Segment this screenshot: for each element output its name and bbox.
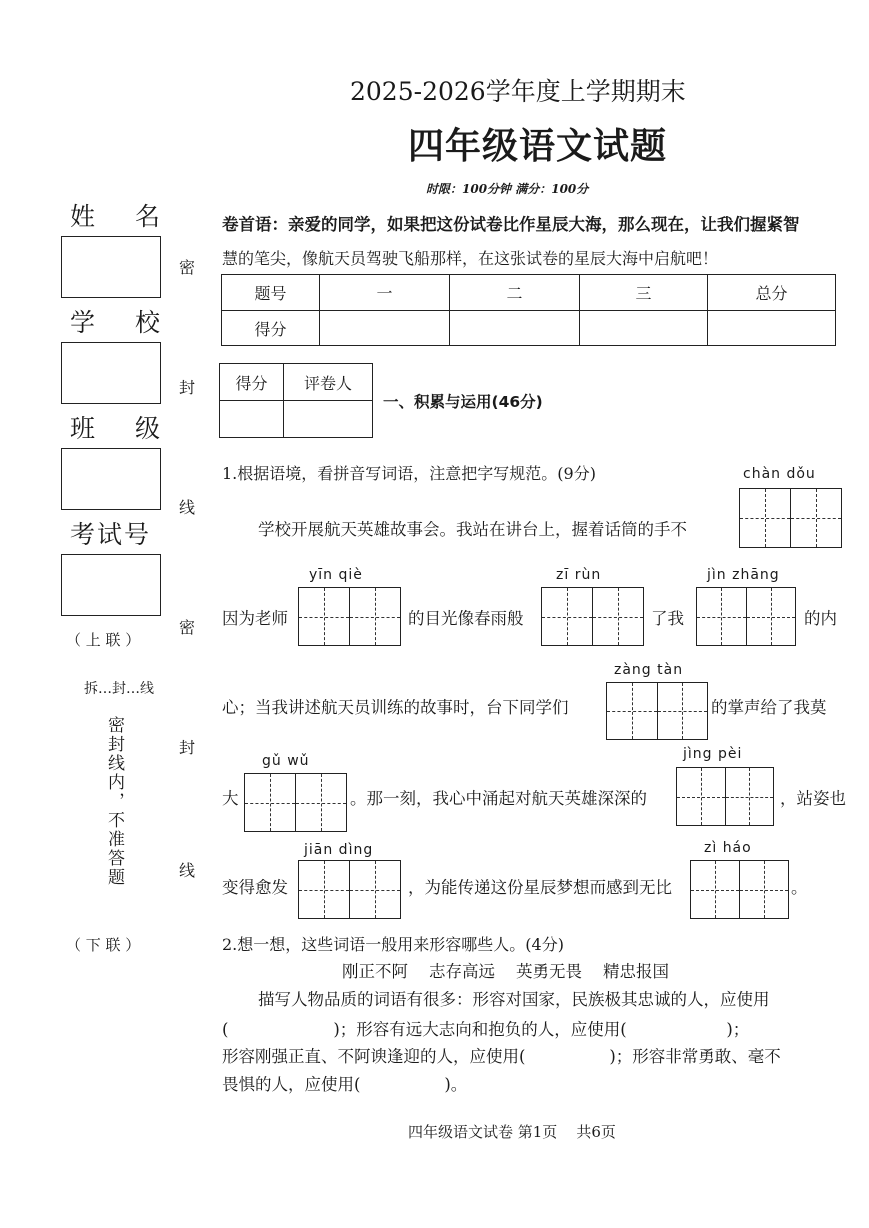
q2-line-3: 形容刚强正直、不阿谀逢迎的人，应使用( )；形容非常勇敢、毫不 [222, 1047, 781, 1066]
name-field[interactable] [61, 236, 161, 298]
answer-grid-zi-run[interactable] [541, 587, 644, 646]
score-cell-1[interactable] [320, 311, 450, 346]
score-header-2: 二 [450, 275, 580, 311]
name-label: 姓名 [70, 202, 201, 231]
seal-char-4: 密 [179, 618, 196, 637]
score-row-label: 得分 [222, 311, 320, 346]
pinyin-zang-tan: zàng tàn [614, 662, 684, 678]
exam-number-label: 考试号 [70, 520, 152, 549]
lower-part-label: （ 下 联 ） [66, 936, 141, 954]
q1-text-12: ，为能传递这份星辰梦想而感到无比 [408, 878, 672, 897]
answer-grid-zi-hao[interactable] [690, 860, 789, 919]
q1-text-4: 了我 [651, 609, 684, 628]
pinyin-jian-ding: jiān dìng [304, 842, 374, 858]
seal-char-5: 封 [179, 738, 196, 757]
q1-text-6: 心；当我讲述航天员训练的故事时，台下同学们 [222, 698, 569, 717]
exam-title: 四年级语文试题 [408, 125, 668, 167]
q1-text-11: 变得愈发 [222, 878, 288, 897]
pinyin-jin-zhang: jìn zhāng [707, 567, 780, 583]
answer-grid-jing-pei[interactable] [676, 767, 774, 826]
q1-text-8: 大 [222, 789, 239, 808]
pinyin-gu-wu: gǔ wǔ [262, 753, 310, 769]
seal-char-1: 密 [179, 258, 196, 277]
pinyin-zi-hao: zì háo [704, 840, 752, 856]
q1-text-13: 。 [791, 878, 808, 897]
pinyin-zi-run: zī rùn [556, 567, 602, 583]
seal-char-6: 线 [179, 861, 196, 880]
answer-grid-jin-zhang[interactable] [696, 587, 796, 646]
preface-line-1: 卷首语：亲爱的同学，如果把这份试卷比作星辰大海，那么现在，让我们握紧智 [222, 215, 800, 234]
grader-name-label: 评卷人 [284, 364, 373, 401]
answer-grid-jian-ding[interactable] [298, 860, 401, 919]
exam-year: 2025-2026学年度上学期期末 [350, 77, 686, 106]
exam-number-field[interactable] [61, 554, 161, 616]
upper-part-label: （ 上 联 ） [66, 631, 141, 649]
score-header-total: 总分 [708, 275, 836, 311]
q1-text-5: 的内 [804, 609, 837, 628]
q2-line-1: 描写人物品质的词语有很多：形容对国家，民族极其忠诚的人，应使用 [258, 990, 770, 1009]
q1-text-10: ，站姿也 [780, 789, 846, 808]
seal-char-3: 线 [179, 498, 196, 517]
grader-score-field[interactable] [220, 401, 284, 438]
q2-prompt: 2.想一想，这些词语一般用来形容哪些人。(4分) [222, 935, 564, 954]
grader-name-field[interactable] [284, 401, 373, 438]
q1-text-2: 因为老师 [222, 609, 288, 628]
section-1-title: 一、积累与运用(46分) [383, 393, 543, 411]
preface-line-2: 慧的笔尖，像航天员驾驶飞船那样，在这张试卷的星辰大海中启航吧！ [222, 249, 719, 268]
school-field[interactable] [61, 342, 161, 404]
q1-text-9: 。那一刻，我心中涌起对航天英雄深深的 [350, 789, 647, 808]
time-limit: 时限：100分钟 满分：100分 [426, 182, 589, 196]
q2-word-list: 刚正不阿 志存高远 英勇无畏 精忠报国 [342, 962, 669, 981]
score-cell-total[interactable] [708, 311, 836, 346]
grader-box [219, 363, 373, 438]
pinyin-yin-qie: yīn qiè [309, 567, 363, 583]
answer-grid-yin-qie[interactable] [298, 587, 401, 646]
answer-grid-chan-dou[interactable] [739, 488, 842, 548]
q2-line-4: 畏惧的人，应使用( )。 [222, 1075, 468, 1094]
answer-grid-gu-wu[interactable] [244, 773, 347, 832]
answer-grid-zang-tan[interactable] [606, 682, 708, 740]
class-label: 班级 [70, 414, 201, 443]
pinyin-chan-dou: chàn dǒu [743, 466, 816, 482]
school-label: 学校 [70, 308, 201, 337]
q1-text-1: 学校开展航天英雄故事会。我站在讲台上，握着话筒的手不 [258, 520, 687, 539]
score-header-3: 三 [580, 275, 708, 311]
page-footer: 四年级语文试卷 第1页 共6页 [408, 1123, 616, 1141]
score-cell-2[interactable] [450, 311, 580, 346]
q1-text-7: 的掌声给了我莫 [711, 698, 827, 717]
q1-prompt: 1.根据语境，看拼音写词语，注意把字写规范。(9分) [222, 464, 596, 483]
seal-char-2: 封 [179, 378, 196, 397]
score-cell-3[interactable] [580, 311, 708, 346]
score-header-1: 一 [320, 275, 450, 311]
grader-score-label: 得分 [220, 364, 284, 401]
q2-line-2: ( )；形容有远大志向和抱负的人，应使用( )； [222, 1020, 750, 1039]
class-field[interactable] [61, 448, 161, 510]
score-table [221, 274, 836, 346]
score-header-question: 题号 [222, 275, 320, 311]
no-answer-notice: 密封线内，不准答题 [104, 716, 124, 887]
pinyin-jing-pei: jìng pèi [683, 746, 743, 762]
tear-line-label: 拆…封…线 [84, 681, 154, 697]
q1-text-3: 的目光像春雨般 [408, 609, 524, 628]
